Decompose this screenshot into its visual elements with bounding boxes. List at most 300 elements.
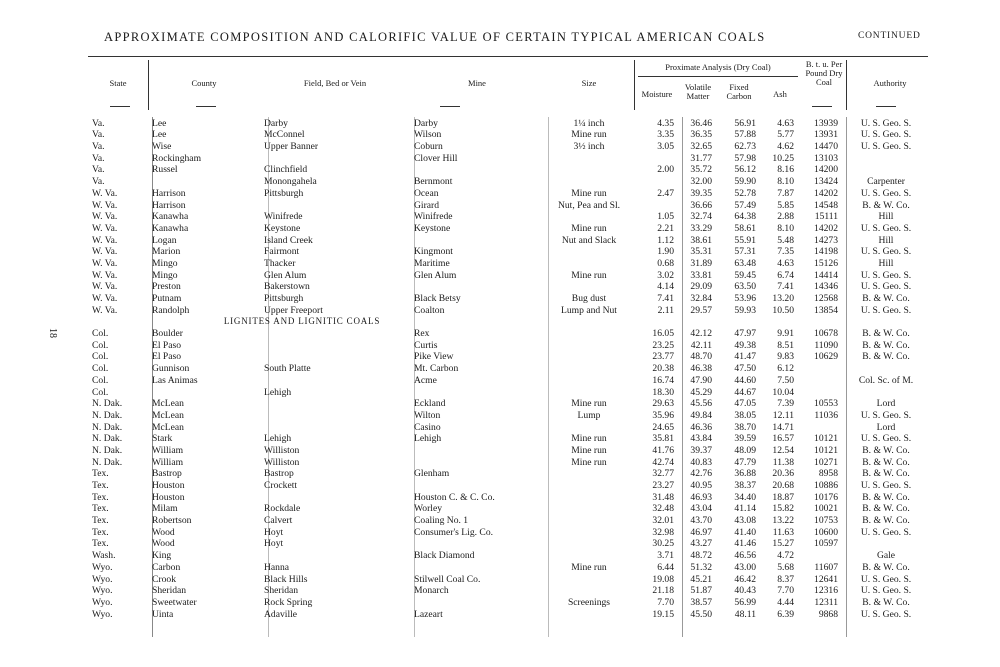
mine-cell: Bernmont <box>414 176 453 188</box>
fixed-carbon-cell: 55.91 <box>734 234 756 246</box>
mine-cell: Coaling No. 1 <box>414 515 469 527</box>
authority-cell: B. & W. Co. <box>862 515 910 527</box>
authority-cell <box>840 386 932 398</box>
btu-cell: 14470 <box>814 141 838 153</box>
volatile-cell: 36.66 <box>690 199 712 211</box>
state-cell: Wash. <box>92 550 116 562</box>
state-cell: Va. <box>92 152 105 164</box>
fixed-carbon-cell: 43.00 <box>734 561 756 573</box>
field-cell <box>262 398 412 410</box>
county-cell <box>150 386 262 398</box>
county-cell: Las Animas <box>152 374 198 386</box>
state-cell: Wyo. <box>92 585 113 597</box>
county-cell: Carbon <box>152 561 181 573</box>
volatile-cell: 46.36 <box>690 421 712 433</box>
ash-cell: 6.74 <box>777 269 794 281</box>
btu-cell: 10886 <box>814 480 838 491</box>
moisture-cell: 1.05 <box>657 211 674 223</box>
table-row <box>90 526 932 538</box>
mine-cell: Rex <box>414 328 430 340</box>
size-cell: Screenings <box>567 596 611 608</box>
table-row <box>90 444 932 456</box>
btu-cell: 10600 <box>814 526 838 538</box>
authority-cell: U. S. Geo. S. <box>860 480 912 491</box>
volatile-cell: 33.29 <box>690 222 712 234</box>
volatile-cell: 43.84 <box>690 433 712 445</box>
field-cell: Bakerstown <box>264 281 310 293</box>
mine-cell: Coburn <box>414 141 443 153</box>
ash-cell: 7.41 <box>777 281 794 293</box>
table-row <box>90 585 932 597</box>
mine-cell: Winifrede <box>414 211 453 223</box>
fixed-carbon-cell: 44.60 <box>734 374 756 386</box>
size-cell <box>546 608 632 620</box>
fixed-carbon-cell: 52.78 <box>734 187 756 199</box>
state-cell: Tex. <box>92 491 109 503</box>
section-heading-row <box>90 316 932 328</box>
fixed-carbon-cell: 34.40 <box>734 491 756 503</box>
header-size: Size <box>581 78 597 88</box>
moisture-cell: 2.21 <box>657 222 674 234</box>
mine-cell: Glen Alum <box>414 269 457 281</box>
ash-cell: 18.87 <box>772 491 794 503</box>
authority-cell: B. & W. Co. <box>862 339 910 351</box>
mine-cell <box>412 538 546 550</box>
ash-cell: 7.35 <box>777 246 794 258</box>
fixed-carbon-cell: 36.88 <box>734 468 756 480</box>
field-cell: Darby <box>264 117 288 129</box>
moisture-cell: 31.48 <box>652 491 674 503</box>
volatile-cell: 47.90 <box>690 374 712 386</box>
authority-cell: B. & W. Co. <box>862 491 910 503</box>
size-cell <box>546 327 632 339</box>
fixed-carbon-cell: 46.56 <box>734 550 756 562</box>
table-row <box>90 491 932 503</box>
volatile-cell: 32.00 <box>690 176 712 188</box>
ash-cell: 2.88 <box>777 211 794 223</box>
btu-cell: 11607 <box>814 561 838 573</box>
size-cell <box>546 351 632 363</box>
field-cell: Rock Spring <box>264 596 313 608</box>
state-cell: Tex. <box>92 526 109 538</box>
state-cell: Col. <box>92 386 109 398</box>
county-cell: Milam <box>152 503 178 515</box>
volatile-cell: 46.93 <box>690 491 712 503</box>
authority-cell: U. S. Geo. S. <box>860 222 912 234</box>
field-cell: Pittsburgh <box>264 293 304 304</box>
btu-cell: 12641 <box>814 573 838 585</box>
table-row <box>90 269 932 281</box>
continued-label: CONTINUED <box>858 31 921 41</box>
table-row <box>90 573 932 585</box>
size-cell: 1¼ inch <box>573 117 605 129</box>
fixed-carbon-cell: 56.91 <box>734 117 756 129</box>
ash-cell: 5.77 <box>777 129 794 141</box>
state-cell: N. Dak. <box>92 421 123 433</box>
authority-cell: Lord <box>876 421 896 433</box>
volatile-cell: 32.65 <box>690 141 712 153</box>
fixed-carbon-cell: 38.37 <box>734 480 756 491</box>
btu-cell: 14273 <box>814 234 838 246</box>
authority-cell: U. S. Geo. S. <box>860 433 912 445</box>
btu-cell: 13939 <box>814 117 838 129</box>
size-cell <box>546 514 632 526</box>
btu-cell: 8958 <box>818 468 838 480</box>
btu-cell: 13103 <box>814 152 838 164</box>
state-cell: Col. <box>92 363 109 375</box>
fixed-carbon-cell: 64.38 <box>734 211 756 223</box>
moisture-cell <box>632 152 676 164</box>
authority-cell: U. S. Geo. S. <box>860 409 912 421</box>
county-cell: Logan <box>152 234 177 246</box>
moisture-cell: 30.25 <box>652 538 674 550</box>
fixed-carbon-cell: 48.11 <box>734 608 756 620</box>
state-cell: W. Va. <box>92 269 118 281</box>
moisture-cell: 19.08 <box>652 573 674 585</box>
state-cell: Col. <box>92 339 109 351</box>
fixed-carbon-cell: 47.79 <box>734 456 756 468</box>
moisture-cell: 4.35 <box>657 117 674 129</box>
volatile-cell: 45.50 <box>690 608 712 620</box>
field-cell: Williston <box>264 444 300 456</box>
btu-cell: 13931 <box>814 129 838 141</box>
field-cell: Upper Freeport <box>264 304 323 316</box>
table-row <box>90 327 932 339</box>
table-row <box>90 468 932 480</box>
size-cell: Mine run <box>571 433 607 445</box>
authority-cell <box>840 152 932 164</box>
county-cell: Robertson <box>152 515 192 527</box>
state-cell: Va. <box>92 176 105 188</box>
state-cell: W. Va. <box>92 234 118 246</box>
size-cell: Lump and Nut <box>561 304 617 316</box>
size-cell <box>546 538 632 550</box>
moisture-cell: 23.25 <box>652 339 674 351</box>
btu-cell <box>796 386 840 398</box>
volatile-cell: 49.84 <box>690 409 712 421</box>
ash-cell: 4.63 <box>777 257 794 269</box>
btu-cell: 14200 <box>814 164 838 176</box>
header-county: County <box>191 78 217 88</box>
size-cell <box>546 246 632 258</box>
table-row <box>90 561 932 573</box>
county-cell: McLean <box>152 409 184 421</box>
size-cell: Lump <box>577 409 601 421</box>
btu-cell: 15126 <box>814 257 838 269</box>
volatile-cell: 35.72 <box>690 164 712 176</box>
size-cell: Mine run <box>571 444 607 456</box>
fixed-carbon-cell: 59.90 <box>734 176 756 188</box>
state-cell: N. Dak. <box>92 409 123 421</box>
header-ash: Ash <box>773 89 787 99</box>
moisture-cell: 2.47 <box>657 187 674 199</box>
ash-cell: 4.44 <box>777 596 794 608</box>
state-cell: W. Va. <box>92 246 118 258</box>
ash-cell: 14.71 <box>772 421 794 433</box>
mine-cell: Monarch <box>414 585 449 597</box>
mine-cell: Ocean <box>414 187 439 199</box>
fixed-carbon-cell: 47.50 <box>734 363 756 375</box>
mine-cell: Darby <box>414 117 438 129</box>
authority-cell: B. & W. Co. <box>862 293 910 304</box>
header-fixed-carbon: Fixed Carbon <box>726 82 752 101</box>
size-cell: Bug dust <box>571 293 607 304</box>
mine-cell: Pike View <box>414 351 454 363</box>
table-row <box>90 246 932 258</box>
authority-cell: U. S. Geo. S. <box>860 246 912 258</box>
field-cell: Hoyt <box>264 526 284 538</box>
authority-cell: Hill <box>878 234 894 246</box>
authority-cell: B. & W. Co. <box>862 456 910 468</box>
size-cell <box>546 211 632 223</box>
field-cell: Hanna <box>264 561 290 573</box>
county-cell: William <box>152 456 184 468</box>
authority-cell: U. S. Geo. S. <box>860 117 912 129</box>
fixed-carbon-cell: 63.48 <box>734 257 756 269</box>
state-cell: Wyo. <box>92 561 113 573</box>
volatile-cell: 42.76 <box>690 468 712 480</box>
state-cell: N. Dak. <box>92 433 123 445</box>
county-cell: Wise <box>152 141 172 153</box>
state-cell: Tex. <box>92 503 109 515</box>
moisture-cell: 41.76 <box>652 444 674 456</box>
header-divider <box>634 60 635 110</box>
authority-cell: U. S. Geo. S. <box>860 585 912 597</box>
county-cell: Lee <box>152 117 167 129</box>
state-cell: Col. <box>92 328 109 340</box>
ash-cell: 7.39 <box>777 398 794 410</box>
county-cell: Randolph <box>152 304 190 316</box>
header-proximate: Proximate Analysis (Dry Coal) <box>665 62 771 72</box>
volatile-cell: 39.37 <box>690 444 712 456</box>
mine-cell <box>412 444 546 456</box>
mine-cell: Houston C. & C. Co. <box>414 491 495 503</box>
mine-cell <box>412 234 546 246</box>
volatile-cell: 51.32 <box>690 561 712 573</box>
btu-cell: 14346 <box>814 281 838 293</box>
mine-cell: Casino <box>414 421 441 433</box>
county-cell <box>150 175 262 187</box>
volatile-cell: 32.84 <box>690 293 712 304</box>
btu-cell: 10121 <box>814 433 838 445</box>
county-cell: Houston <box>152 491 185 503</box>
table-row <box>90 257 932 269</box>
county-cell: El Paso <box>152 339 182 351</box>
field-cell: Monongahela <box>264 176 317 188</box>
mine-cell: Acme <box>414 374 437 386</box>
authority-cell: B. & W. Co. <box>862 328 910 340</box>
mine-cell <box>412 456 546 468</box>
county-cell: McLean <box>152 421 184 433</box>
moisture-cell: 19.15 <box>652 608 674 620</box>
volatile-cell: 45.56 <box>690 398 712 410</box>
btu-cell: 12316 <box>814 585 838 597</box>
fixed-carbon-cell: 47.97 <box>734 328 756 340</box>
volatile-cell: 38.57 <box>690 596 712 608</box>
size-cell <box>546 374 632 386</box>
ash-cell: 7.87 <box>777 187 794 199</box>
county-cell: El Paso <box>152 351 182 363</box>
authority-cell: Hill <box>878 257 894 269</box>
ash-cell: 7.50 <box>777 374 794 386</box>
county-cell: Houston <box>152 480 185 491</box>
table-row <box>90 351 932 363</box>
authority-cell: B. & W. Co. <box>862 561 910 573</box>
volatile-cell: 38.61 <box>690 234 712 246</box>
ash-cell: 9.91 <box>777 328 794 340</box>
size-cell: Mine run <box>571 187 607 199</box>
fixed-carbon-cell: 59.45 <box>734 269 756 281</box>
btu-cell: 10176 <box>814 491 838 503</box>
county-cell: Kanawha <box>152 211 189 223</box>
table-row <box>90 421 932 433</box>
ash-cell: 4.63 <box>777 117 794 129</box>
volatile-cell: 39.35 <box>690 187 712 199</box>
header-moisture: Moisture <box>641 89 673 99</box>
ash-cell: 8.10 <box>777 222 794 234</box>
mine-cell <box>412 479 546 491</box>
size-cell <box>546 152 632 164</box>
moisture-cell: 35.96 <box>652 409 674 421</box>
section-heading: LIGNITES AND LIGNITIC COALS <box>223 316 381 327</box>
authority-cell: Hill <box>878 211 894 223</box>
btu-cell <box>796 374 840 386</box>
header-btu: B. t. u. Per Pound Dry Coal <box>805 59 843 87</box>
authority-cell: B. & W. Co. <box>862 444 910 456</box>
state-cell: W. Va. <box>92 304 118 316</box>
field-cell: Black Hills <box>264 573 308 585</box>
table-row <box>90 503 932 515</box>
volatile-cell: 45.29 <box>690 386 712 398</box>
fixed-carbon-cell: 62.73 <box>734 141 756 153</box>
size-cell: Mine run <box>571 222 607 234</box>
fixed-carbon-cell: 57.31 <box>734 246 756 258</box>
county-cell: William <box>152 444 184 456</box>
moisture-cell: 3.35 <box>657 129 674 141</box>
volatile-cell: 40.95 <box>690 480 712 491</box>
volatile-cell: 32.74 <box>690 211 712 223</box>
mine-cell: Wilton <box>414 409 441 421</box>
mine-cell <box>412 281 546 293</box>
volatile-cell: 36.35 <box>690 129 712 141</box>
mine-cell: Maritime <box>414 257 450 269</box>
table-row <box>90 199 932 211</box>
ash-cell: 9.83 <box>777 351 794 363</box>
ash-cell: 6.39 <box>777 608 794 620</box>
header-rule <box>110 106 130 107</box>
page-number: 18 <box>47 328 58 338</box>
county-cell: Wood <box>152 538 175 550</box>
table-title: APPROXIMATE COMPOSITION AND CALORIFIC VALUE OF CERTAIN TYPICAL AMERICAN COALS <box>104 30 766 44</box>
btu-cell: 10597 <box>814 538 838 550</box>
ash-cell: 10.04 <box>772 386 794 398</box>
fixed-carbon-cell: 38.70 <box>734 421 756 433</box>
state-cell: Wyo. <box>92 608 113 620</box>
field-cell: South Platte <box>264 363 311 375</box>
size-cell <box>546 281 632 293</box>
authority-cell: Col. Sc. of M. <box>858 374 914 386</box>
moisture-cell: 35.81 <box>652 433 674 445</box>
authority-cell: U. S. Geo. S. <box>860 304 912 316</box>
table-row <box>90 187 932 199</box>
state-cell: W. Va. <box>92 211 118 223</box>
size-cell: 3½ inch <box>573 141 605 153</box>
btu-cell: 14414 <box>814 269 838 281</box>
table-row <box>90 164 932 176</box>
size-cell <box>546 339 632 351</box>
field-cell: Glen Alum <box>264 269 307 281</box>
btu-cell: 9868 <box>818 608 838 620</box>
ash-cell: 11.38 <box>772 456 794 468</box>
field-cell: Adaville <box>264 608 298 620</box>
state-cell: Tex. <box>92 515 109 527</box>
volatile-cell: 36.46 <box>690 117 712 129</box>
table-row <box>90 596 932 608</box>
btu-cell: 10271 <box>814 456 838 468</box>
size-cell: Mine run <box>571 456 607 468</box>
fixed-carbon-cell: 41.46 <box>734 538 756 550</box>
field-cell <box>262 549 412 561</box>
proximate-rule <box>638 76 798 77</box>
mine-cell <box>412 386 546 398</box>
field-cell: Bastrop <box>264 468 294 480</box>
field-cell <box>262 409 412 421</box>
mine-cell <box>412 561 546 573</box>
ash-cell: 20.36 <box>772 468 794 480</box>
ash-cell: 15.27 <box>772 538 794 550</box>
field-cell <box>262 374 412 386</box>
ash-cell: 6.12 <box>777 363 794 375</box>
moisture-cell: 7.41 <box>657 293 674 304</box>
volatile-cell: 43.70 <box>690 515 712 527</box>
moisture-cell: 32.77 <box>652 468 674 480</box>
field-cell: Rockdale <box>264 503 301 515</box>
fixed-carbon-cell: 41.14 <box>734 503 756 515</box>
mine-cell: Consumer's Lig. Co. <box>414 526 494 538</box>
county-cell: Preston <box>152 281 181 293</box>
size-cell <box>546 257 632 269</box>
table-row <box>90 386 932 398</box>
moisture-cell: 42.74 <box>652 456 674 468</box>
fixed-carbon-cell: 56.99 <box>734 596 756 608</box>
btu-cell: 13854 <box>814 304 838 316</box>
field-cell: Lehigh <box>264 433 292 445</box>
field-cell: Island Creek <box>264 234 313 246</box>
mine-cell: Keystone <box>414 222 451 234</box>
size-cell <box>546 479 632 491</box>
state-cell: Tex. <box>92 468 109 480</box>
moisture-cell: 0.68 <box>657 257 674 269</box>
btu-cell: 10678 <box>814 328 838 340</box>
moisture-cell: 32.01 <box>652 515 674 527</box>
table-row <box>90 362 932 374</box>
fixed-carbon-cell: 41.40 <box>734 526 756 538</box>
county-cell: Bastrop <box>152 468 182 480</box>
authority-cell: U. S. Geo. S. <box>860 141 912 153</box>
fixed-carbon-cell: 53.96 <box>734 293 756 304</box>
authority-cell: B. & W. Co. <box>862 351 910 363</box>
state-cell: Col. <box>92 351 109 363</box>
state-cell: N. Dak. <box>92 398 123 410</box>
mine-cell: Girard <box>414 199 440 211</box>
mine-cell: Black Diamond <box>414 550 475 562</box>
field-cell <box>262 491 412 503</box>
county-cell: Uinta <box>152 608 174 620</box>
mine-cell: Clover Hill <box>414 152 458 164</box>
moisture-cell: 29.63 <box>652 398 674 410</box>
state-cell: W. Va. <box>92 199 118 211</box>
ash-cell: 20.68 <box>772 480 794 491</box>
